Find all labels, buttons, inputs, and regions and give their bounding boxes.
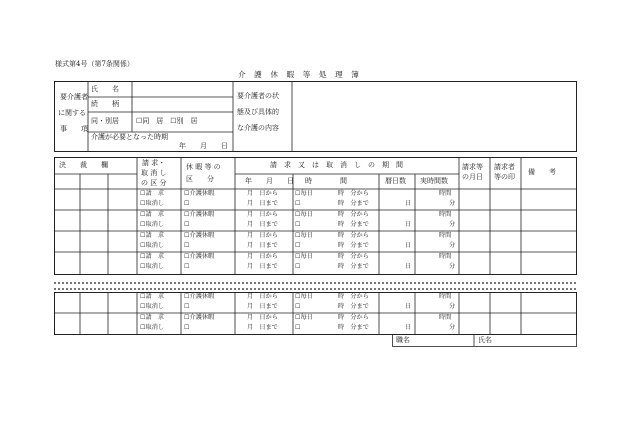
- cancel-checkbox[interactable]: ☐取消し: [140, 324, 165, 331]
- blank-checkbox[interactable]: ☐: [295, 263, 301, 270]
- blank-checkbox[interactable]: ☐: [295, 324, 301, 331]
- request-checkbox[interactable]: ☐請 求: [140, 314, 165, 321]
- request-checkbox[interactable]: ☐請 求: [140, 232, 165, 239]
- requester-seal-header-1: 請求者: [494, 163, 515, 171]
- leave-checkbox[interactable]: ☐介護休暇: [184, 293, 215, 300]
- time-from: 時 分から: [338, 211, 369, 218]
- remarks-header: 備 考: [528, 168, 556, 176]
- col-hours-header: 実時間数: [420, 177, 448, 185]
- blank-checkbox[interactable]: ☐: [184, 324, 190, 331]
- date-from: 月 日から: [247, 314, 278, 321]
- blank-checkbox[interactable]: ☐: [295, 303, 301, 310]
- time-to: 時 分まで: [338, 303, 369, 310]
- minute-unit: 分: [449, 200, 456, 207]
- time-to: 時 分まで: [338, 324, 369, 331]
- hour-unit: 時間: [439, 314, 452, 321]
- need-period-date: 年 月 日: [179, 142, 228, 150]
- leave-type-header-2: 区 分: [186, 175, 214, 183]
- date-from: 月 日から: [247, 232, 278, 239]
- date-to: 月 日まで: [247, 303, 278, 310]
- request-type-header-3: の 区 分: [141, 179, 167, 187]
- date-to: 月 日まで: [247, 221, 278, 228]
- form-number: 様式第4号（第7条関係）: [55, 60, 134, 68]
- col-time-header: 時 間: [305, 177, 347, 185]
- minute-unit: 分: [449, 263, 456, 270]
- cancel-checkbox[interactable]: ☐取消し: [140, 303, 165, 310]
- daily-checkbox[interactable]: ☐毎日: [295, 293, 313, 300]
- blank-checkbox[interactable]: ☐: [184, 242, 190, 249]
- minute-unit: 分: [449, 303, 456, 310]
- daily-checkbox[interactable]: ☐毎日: [295, 314, 313, 321]
- table-break-top: [54, 282, 576, 284]
- date-to: 月 日まで: [247, 324, 278, 331]
- footer-post-label: 職名: [396, 336, 410, 344]
- care-side-label-2: に関する: [58, 109, 86, 117]
- approval-header: 決 裁 欄: [59, 161, 108, 169]
- request-month-header-2: の月日: [462, 173, 483, 181]
- request-checkbox[interactable]: ☐請 求: [140, 293, 165, 300]
- blank-checkbox[interactable]: ☐: [295, 221, 301, 228]
- request-type-header-2: 取 消 し: [141, 169, 167, 177]
- leave-checkbox[interactable]: ☐介護休暇: [184, 190, 215, 197]
- col-days-header: 暦日数: [385, 177, 406, 185]
- hour-unit: 時間: [439, 232, 452, 239]
- day-unit: 日: [405, 324, 412, 331]
- date-from: 月 日から: [247, 253, 278, 260]
- date-to: 月 日まで: [247, 200, 278, 207]
- blank-checkbox[interactable]: ☐: [295, 242, 301, 249]
- time-from: 時 分から: [338, 190, 369, 197]
- time-to: 時 分まで: [338, 263, 369, 270]
- hour-unit: 時間: [439, 211, 452, 218]
- time-to: 時 分まで: [338, 221, 369, 228]
- table-break-bottom: [54, 288, 576, 290]
- cancel-checkbox[interactable]: ☐取消し: [140, 242, 165, 249]
- cancel-checkbox[interactable]: ☐取消し: [140, 200, 165, 207]
- day-unit: 日: [405, 242, 412, 249]
- date-to: 月 日まで: [247, 263, 278, 270]
- time-to: 時 分まで: [338, 200, 369, 207]
- cancel-checkbox[interactable]: ☐取消し: [140, 221, 165, 228]
- request-type-header-1: 請 求・: [142, 159, 166, 167]
- name-label: 氏 名: [91, 85, 119, 93]
- relation-label: 続 柄: [91, 100, 119, 108]
- blank-checkbox[interactable]: ☐: [184, 221, 190, 228]
- date-from: 月 日から: [247, 293, 278, 300]
- time-from: 時 分から: [338, 232, 369, 239]
- cancel-checkbox[interactable]: ☐取消し: [140, 263, 165, 270]
- col-date-header: 年 月 日: [245, 177, 294, 185]
- need-period-label: 介護が必要となった時期: [91, 133, 168, 141]
- blank-checkbox[interactable]: ☐: [184, 263, 190, 270]
- request-month-header-1: 請求等: [462, 163, 483, 171]
- state-label-3: な介護の内容: [237, 124, 279, 132]
- minute-unit: 分: [449, 221, 456, 228]
- daily-checkbox[interactable]: ☐毎日: [295, 253, 313, 260]
- requester-seal-header-2: 等の印: [494, 173, 515, 181]
- care-side-label-3: 事 項: [60, 125, 88, 133]
- cohabit-options: ☐同 居 ☐別 居: [136, 117, 198, 125]
- state-label-2: 態及び具体的: [237, 108, 279, 116]
- daily-checkbox[interactable]: ☐毎日: [295, 232, 313, 239]
- day-unit: 日: [405, 221, 412, 228]
- time-from: 時 分から: [338, 293, 369, 300]
- leave-checkbox[interactable]: ☐介護休暇: [184, 314, 215, 321]
- footer-name-label: 氏名: [478, 336, 492, 344]
- hour-unit: 時間: [439, 190, 452, 197]
- request-checkbox[interactable]: ☐請 求: [140, 253, 165, 260]
- form-title: 介 護 休 暇 等 処 理 簿: [238, 70, 360, 79]
- cohabit-label: 同・別居: [91, 117, 119, 125]
- day-unit: 日: [405, 263, 412, 270]
- time-from: 時 分から: [338, 314, 369, 321]
- day-unit: 日: [405, 303, 412, 310]
- date-from: 月 日から: [247, 211, 278, 218]
- state-label-1: 要介護者の状: [237, 92, 279, 100]
- period-header: 請 求 又 は 取 消 し の 期 間: [270, 161, 403, 169]
- leave-type-header-1: 休 暇 等 の: [186, 163, 221, 171]
- request-checkbox[interactable]: ☐請 求: [140, 190, 165, 197]
- daily-checkbox[interactable]: ☐毎日: [295, 190, 313, 197]
- minute-unit: 分: [449, 242, 456, 249]
- blank-checkbox[interactable]: ☐: [184, 200, 190, 207]
- hour-unit: 時間: [439, 253, 452, 260]
- minute-unit: 分: [449, 324, 456, 331]
- time-to: 時 分まで: [338, 242, 369, 249]
- leave-checkbox[interactable]: ☐介護休暇: [184, 232, 215, 239]
- day-unit: 日: [405, 200, 412, 207]
- leave-checkbox[interactable]: ☐介護休暇: [184, 211, 215, 218]
- blank-checkbox[interactable]: ☐: [184, 303, 190, 310]
- date-to: 月 日まで: [247, 242, 278, 249]
- hour-unit: 時間: [439, 293, 452, 300]
- request-checkbox[interactable]: ☐請 求: [140, 211, 165, 218]
- date-from: 月 日から: [247, 190, 278, 197]
- time-from: 時 分から: [338, 253, 369, 260]
- daily-checkbox[interactable]: ☐毎日: [295, 211, 313, 218]
- blank-checkbox[interactable]: ☐: [295, 200, 301, 207]
- leave-checkbox[interactable]: ☐介護休暇: [184, 253, 215, 260]
- care-side-label-1: 要介護者: [60, 93, 88, 101]
